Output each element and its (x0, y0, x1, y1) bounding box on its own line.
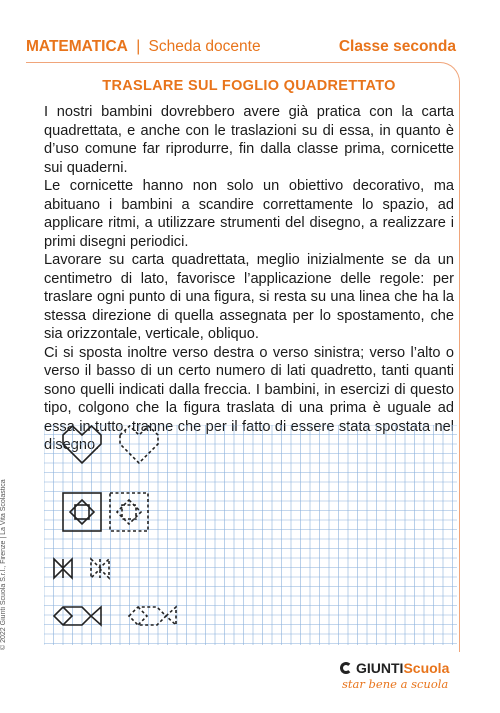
page-header (26, 38, 456, 60)
header-left (26, 38, 261, 56)
paragraph-1: I nostri bambini dovrebbero avere già pratica con la carta quadrettata, e anche con le traslazioni su di essa, in quanto è d’uso comune far riprodurre, fin dalla classe prima, cornicette sui quaderni. (44, 104, 454, 176)
logo-wordmark (340, 660, 460, 676)
square-diamond-translated (110, 493, 148, 531)
graph-paper (44, 425, 457, 645)
paragraph-2: Le cornicette hanno non solo un obiettivo decorativo, ma abituano i bambini a scandire correttamente lo spazio, ad applicare ritmi, a utilizzare strumenti del disegno, a realizzare i primi disegni periodici. (44, 178, 454, 250)
butterfly-translated (91, 559, 109, 578)
body-text (44, 103, 454, 455)
copyright-note: © 2022 Giunti Scuola S.r.l., Firenze | La Vita Scolastica (0, 479, 7, 650)
grid-lines (44, 425, 457, 645)
paragraph-4: Ci si sposta inoltre verso destra o verso sinistra; verso l’alto o verso il basso di un certo numero di lati quadretto, tanti quanti sono quelli indicati dalla freccia. I bambini, in esercizi di questo tipo, colgono che la figura traslata di una prima è uguale ad essa in tutto, tranne che per il fatto di essere stata spostata nel disegno. (44, 344, 454, 453)
subject-label: MATEMATICA (26, 38, 128, 55)
fish-original (54, 607, 101, 625)
header-separator: | (136, 38, 141, 55)
logo-brand: GIUNTI (356, 660, 404, 676)
giunti-g-icon (340, 662, 352, 674)
butterfly-original (54, 559, 72, 578)
grade-label: Classe seconda (338, 38, 456, 55)
fish-translated (129, 607, 176, 625)
paragraph-3: Lavorare su carta quadrettata, meglio inizialmente se da un centimetro di lato, favorisce l’applicazione delle regole: per traslare ogni punto di una figura, si resta su una linea che ha la stessa direzione di quella assegnata per lo spostamento, che sia orizzontale, verticale, obliquo. (44, 252, 454, 342)
page-title: TRASLARE SUL FOGLIO QUADRETTATO (102, 78, 396, 94)
logo-brand-accent: Scuola (403, 660, 450, 676)
publisher-logo (340, 660, 460, 700)
sheet-type-label: Scheda docente (148, 38, 261, 55)
logo-tagline: star bene a scuola (342, 677, 449, 691)
